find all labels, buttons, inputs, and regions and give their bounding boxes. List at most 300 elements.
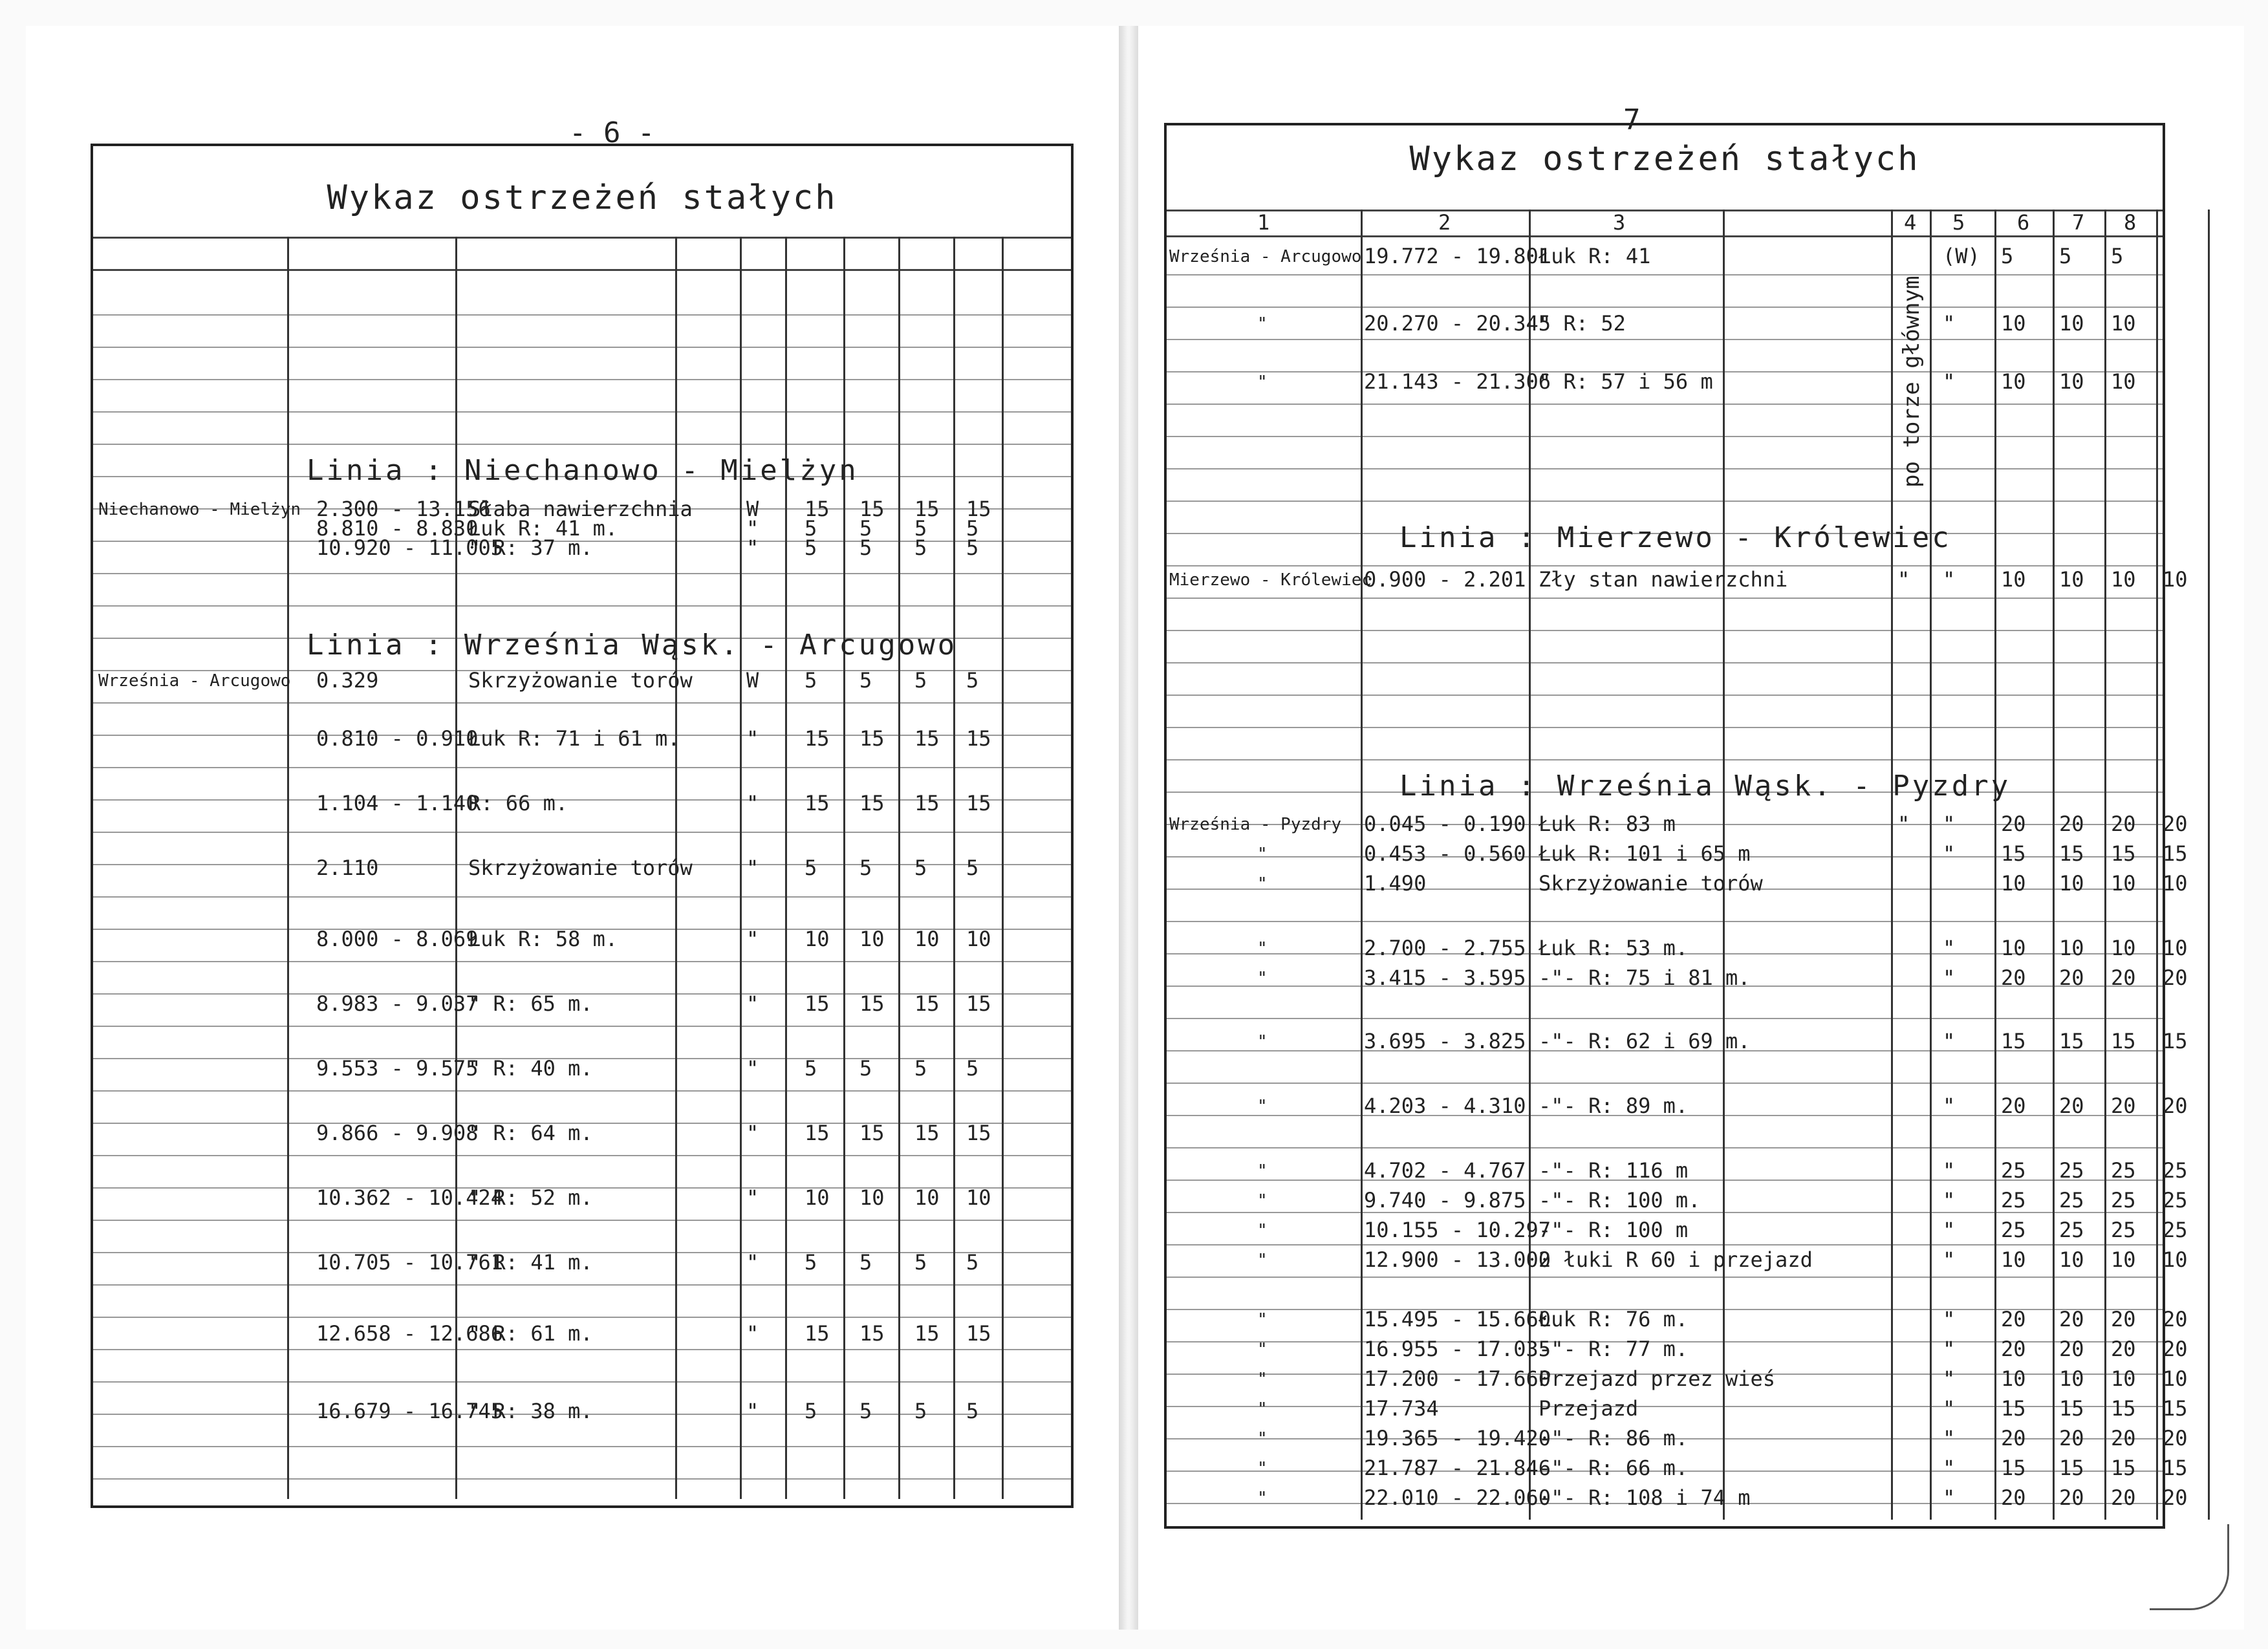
- route-name: Września - Arcugowo: [1169, 247, 1362, 266]
- ruled-line: [1167, 1018, 2163, 1019]
- route-name: ": [1257, 1251, 1268, 1270]
- kilometre-range: 12.900 - 13.000: [1364, 1247, 1551, 1272]
- track-code: (W): [1943, 244, 1980, 268]
- ruled-line: [1167, 598, 2163, 599]
- column-header-4: 4: [1904, 210, 1917, 235]
- ruled-line: [93, 1478, 1071, 1480]
- speed-limit-cell: 25: [2111, 1188, 2136, 1212]
- kilometre-range: 2.300 - 13.156: [316, 497, 491, 521]
- ruled-line: [1167, 1277, 2163, 1278]
- track-code: ": [1943, 841, 1956, 866]
- header-rule: [93, 269, 1071, 271]
- speed-limit-cell: 5: [966, 516, 979, 541]
- speed-limit-cell: 15: [859, 1121, 885, 1145]
- track-code: ": [1943, 1247, 1956, 1272]
- speed-limit-cell: 5: [2059, 244, 2072, 268]
- warning-description: 2 łuki R 60 i przejazd: [1539, 1247, 1813, 1272]
- speed-limit-cell: 20: [2059, 1094, 2084, 1118]
- column-divider: [455, 237, 457, 1499]
- speed-limit-cell: 10: [2059, 311, 2084, 336]
- speed-limit-cell: 5: [914, 516, 927, 541]
- speed-limit-cell: 10: [2001, 1247, 2026, 1272]
- ruled-line: [93, 411, 1071, 413]
- speed-limit-cell: 10: [2111, 1247, 2136, 1272]
- warning-description: Łuk R: 41 m.: [468, 516, 618, 541]
- column-header-8: 8: [2124, 210, 2137, 235]
- header-rule: [1167, 210, 2163, 211]
- track-code: ": [1943, 1094, 1956, 1118]
- speed-limit-cell: 5: [966, 1056, 979, 1081]
- speed-limit-cell: 10: [2111, 871, 2136, 896]
- ruled-line: [1167, 307, 2163, 308]
- speed-limit-cell: 25: [2163, 1188, 2188, 1212]
- track-code: ": [746, 1056, 759, 1081]
- speed-limit-cell: 20: [2163, 812, 2188, 836]
- speed-limit-cell: 15: [2059, 1029, 2084, 1053]
- column-divider: [1930, 210, 1932, 1520]
- ruled-line: [93, 605, 1071, 607]
- ruled-line: [93, 444, 1071, 445]
- speed-limit-cell: 5: [966, 856, 979, 880]
- route-name: ": [1257, 1489, 1268, 1508]
- kilometre-range: 8.983 - 9.037: [316, 991, 479, 1016]
- warning-description: -"- R: 108 i 74 m: [1539, 1485, 1751, 1510]
- kilometre-range: 10.705 - 10.761: [316, 1250, 503, 1275]
- speed-limit-cell: 20: [2111, 965, 2136, 990]
- kilometre-range: 4.203 - 4.310: [1364, 1094, 1526, 1118]
- ruled-line: [93, 347, 1071, 348]
- ruled-line: [93, 832, 1071, 833]
- kilometre-range: 3.415 - 3.595: [1364, 965, 1526, 990]
- speed-limit-cell: 20: [2111, 1307, 2136, 1331]
- speed-limit-cell: 10: [2001, 1366, 2026, 1391]
- track-code: ": [746, 1185, 759, 1210]
- kilometre-range: 10.920 - 11.005: [316, 535, 503, 560]
- left-table: [91, 144, 1074, 1508]
- route-name: ": [1257, 939, 1268, 958]
- column-divider: [1994, 210, 1996, 1520]
- warning-description: " R: 40 m.: [468, 1056, 593, 1081]
- speed-limit-cell: 15: [2001, 1029, 2026, 1053]
- kilometre-range: 16.955 - 17.035: [1364, 1337, 1551, 1361]
- track-code: ": [1943, 965, 1956, 990]
- speed-limit-cell: 20: [2111, 812, 2136, 836]
- warning-description: -"- R: 100 m.: [1539, 1188, 1701, 1212]
- route-name: ": [1257, 1221, 1268, 1240]
- left-page-title: Wykaz ostrzeżeń stałych: [327, 178, 837, 217]
- warning-description: Łuk R: 71 i 61 m.: [468, 726, 680, 751]
- kilometre-range: 16.679 - 16.745: [316, 1399, 503, 1423]
- speed-limit-cell: 20: [2059, 1307, 2084, 1331]
- kilometre-range: 10.362 - 10.424: [316, 1185, 503, 1210]
- header-rule: [93, 237, 1071, 239]
- route-name: Niechanowo - Mielżyn: [98, 500, 301, 519]
- speed-limit-cell: 25: [2059, 1188, 2084, 1212]
- track-code: ": [746, 1250, 759, 1275]
- warning-description: " R: 52 m.: [468, 1185, 593, 1210]
- ruled-line: [1167, 565, 2163, 566]
- speed-limit-cell: 10: [2163, 1366, 2188, 1391]
- kilometre-range: 2.700 - 2.755: [1364, 936, 1526, 960]
- ruled-line: [1167, 921, 2163, 922]
- speed-limit-cell: 5: [966, 1399, 979, 1423]
- warning-description: -"- R: 62 i 69 m.: [1539, 1029, 1751, 1053]
- speed-limit-cell: 25: [2001, 1218, 2026, 1242]
- warning-description: R: 66 m.: [468, 791, 568, 815]
- speed-limit-cell: 20: [2001, 965, 2026, 990]
- speed-limit-cell: 5: [805, 516, 817, 541]
- speed-limit-cell: 15: [805, 497, 830, 521]
- speed-limit-cell: 5: [966, 535, 979, 560]
- speed-limit-cell: 10: [2001, 369, 2026, 394]
- speed-limit-cell: 15: [859, 497, 885, 521]
- line-title: Linia : Niechanowo - Mielżyn: [307, 454, 859, 487]
- track-code: ": [746, 535, 759, 560]
- line-title: Linia : Września Wąsk. - Pyzdry: [1399, 770, 2011, 803]
- ruled-line: [1167, 404, 2163, 405]
- speed-limit-cell: 15: [805, 991, 830, 1016]
- ruled-line: [93, 767, 1071, 768]
- track-code: ": [746, 856, 759, 880]
- speed-limit-cell: 25: [2059, 1158, 2084, 1183]
- ruled-line: [1167, 662, 2163, 663]
- ruled-line: [1167, 630, 2163, 631]
- speed-limit-cell: 15: [2111, 1396, 2136, 1421]
- track-code: ": [746, 1121, 759, 1145]
- speed-limit-cell: 10: [2111, 1366, 2136, 1391]
- track-code: ": [1943, 1307, 1956, 1331]
- speed-limit-cell: 20: [2111, 1094, 2136, 1118]
- speed-limit-cell: 15: [2111, 1456, 2136, 1480]
- speed-limit-cell: 15: [914, 497, 940, 521]
- track-code: ": [746, 516, 759, 541]
- speed-limit-cell: 5: [914, 1056, 927, 1081]
- right-table: [1164, 123, 2188, 1529]
- speed-limit-cell: 15: [2001, 1396, 2026, 1421]
- speed-limit-cell: 10: [2059, 1366, 2084, 1391]
- kilometre-range: 17.734: [1364, 1396, 1439, 1421]
- speed-limit-cell: 15: [914, 1321, 940, 1346]
- speed-limit-cell: 15: [2059, 1456, 2084, 1480]
- ruled-line: [1167, 1083, 2163, 1084]
- track-code: ": [746, 1321, 759, 1346]
- speed-limit-cell: 5: [914, 668, 927, 693]
- speed-limit-cell: 15: [805, 726, 830, 751]
- speed-limit-cell: 10: [2111, 567, 2136, 592]
- speed-limit-cell: 10: [805, 1185, 830, 1210]
- speed-limit-cell: 10: [2163, 1247, 2188, 1272]
- kilometre-range: 9.866 - 9.908: [316, 1121, 479, 1145]
- warning-description: Łuk R: 41: [1539, 244, 1651, 268]
- speed-limit-cell: 20: [2001, 1337, 2026, 1361]
- warning-description: -"- R: 89 m.: [1539, 1094, 1689, 1118]
- track-code: ": [1943, 936, 1956, 960]
- speed-limit-cell: 15: [805, 1321, 830, 1346]
- route-name: Września - Arcugowo: [98, 671, 291, 691]
- speed-limit-cell: 5: [859, 1056, 872, 1081]
- column-header-7: 7: [2072, 210, 2085, 235]
- route-name: Mierzewo - Królewiec: [1169, 570, 1372, 590]
- ruled-line: [1167, 1244, 2163, 1245]
- ruled-line: [93, 1446, 1071, 1447]
- speed-limit-cell: 20: [2059, 965, 2084, 990]
- track-code: ": [1943, 1029, 1956, 1053]
- right-page-number: 7: [1623, 103, 1641, 136]
- column-divider: [2208, 210, 2210, 1520]
- kilometre-range: 0.329: [316, 668, 379, 693]
- speed-limit-cell: 10: [2001, 936, 2026, 960]
- speed-limit-cell: 5: [2001, 244, 2014, 268]
- speed-limit-cell: 15: [2059, 1396, 2084, 1421]
- speed-limit-cell: 20: [2001, 1094, 2026, 1118]
- kilometre-range: 15.495 - 15.660: [1364, 1307, 1551, 1331]
- ruled-line: [1167, 468, 2163, 469]
- speed-limit-cell: 10: [914, 1185, 940, 1210]
- warning-description: -"- R: 100 m: [1539, 1218, 1689, 1242]
- track-code: W: [746, 497, 759, 521]
- warning-description: " R: 61 m.: [468, 1321, 593, 1346]
- speed-limit-cell: 25: [2059, 1218, 2084, 1242]
- speed-limit-cell: 5: [859, 856, 872, 880]
- speed-limit-cell: 10: [2001, 567, 2026, 592]
- ruled-line: [93, 1284, 1071, 1286]
- speed-limit-cell: 5: [966, 668, 979, 693]
- header-rule: [1167, 235, 2163, 237]
- speed-limit-cell: 15: [805, 791, 830, 815]
- ruled-line: [93, 379, 1071, 380]
- column-divider: [287, 237, 289, 1499]
- column-divider: [785, 237, 787, 1499]
- speed-limit-cell: 10: [2001, 311, 2026, 336]
- speed-limit-cell: 15: [859, 726, 885, 751]
- column-divider: [2104, 210, 2106, 1520]
- speed-limit-cell: 25: [2111, 1218, 2136, 1242]
- speed-limit-cell: 5: [2111, 244, 2124, 268]
- speed-limit-cell: 5: [914, 1250, 927, 1275]
- track-code: ": [1943, 369, 1956, 394]
- speed-limit-cell: 10: [2059, 936, 2084, 960]
- speed-limit-cell: 15: [2001, 841, 2026, 866]
- speed-limit-cell: 5: [859, 1250, 872, 1275]
- warning-description: Łuk R: 83 m: [1539, 812, 1676, 836]
- kilometre-range: 8.810 - 8.830: [316, 516, 479, 541]
- speed-limit-cell: 5: [914, 856, 927, 880]
- speed-limit-cell: 25: [2111, 1158, 2136, 1183]
- route-name: ": [1257, 1340, 1268, 1359]
- speed-limit-cell: 20: [2001, 1426, 2026, 1450]
- kilometre-range: 21.143 - 21.306: [1364, 369, 1551, 394]
- ruled-line: [93, 961, 1071, 962]
- warning-description: " R: 38 m.: [468, 1399, 593, 1423]
- route-name: ": [1257, 1097, 1268, 1116]
- warning-description: " R: 52: [1539, 311, 1626, 336]
- speed-limit-cell: 15: [2163, 1396, 2188, 1421]
- ruled-line: [93, 573, 1071, 574]
- ruled-line: [93, 896, 1071, 898]
- speed-limit-cell: 15: [914, 1121, 940, 1145]
- warning-description: Łuk R: 101 i 65 m: [1539, 841, 1751, 866]
- speed-limit-cell: 15: [2111, 1029, 2136, 1053]
- speed-limit-cell: 5: [859, 1399, 872, 1423]
- column-divider: [2053, 210, 2055, 1520]
- track-code: ": [746, 1399, 759, 1423]
- warning-description: " R: 64 m.: [468, 1121, 593, 1145]
- warning-description: -"- R: 77 m.: [1539, 1337, 1689, 1361]
- ruled-line: [93, 1155, 1071, 1156]
- column-header-2: 2: [1438, 210, 1451, 235]
- kilometre-range: 12.658 - 12.686: [316, 1321, 503, 1346]
- speed-limit-cell: 10: [859, 1185, 885, 1210]
- speed-limit-cell: 10: [966, 1185, 991, 1210]
- speed-limit-cell: 10: [914, 927, 940, 951]
- speed-limit-cell: 20: [2111, 1337, 2136, 1361]
- route-name: ": [1257, 1191, 1268, 1211]
- column-header-6: 6: [2017, 210, 2030, 235]
- speed-limit-cell: 15: [914, 991, 940, 1016]
- speed-limit-cell: 10: [805, 927, 830, 951]
- left-page-number: - 6 -: [569, 116, 655, 149]
- speed-limit-cell: 15: [914, 726, 940, 751]
- speed-limit-cell: 15: [914, 791, 940, 815]
- kilometre-range: 19.365 - 19.420: [1364, 1426, 1551, 1450]
- column-divider: [2156, 210, 2158, 1520]
- speed-limit-cell: 15: [2163, 1029, 2188, 1053]
- route-name: ": [1257, 1399, 1268, 1419]
- speed-limit-cell: 10: [2001, 871, 2026, 896]
- track-code: ": [1943, 1396, 1956, 1421]
- speed-limit-cell: 20: [2059, 1426, 2084, 1450]
- track-code: ": [1943, 567, 1956, 592]
- page-curl: [2150, 1524, 2229, 1610]
- warning-description: -"- R: 86 m.: [1539, 1426, 1689, 1450]
- warning-description: " R: 37 m.: [468, 535, 593, 560]
- speed-limit-cell: 5: [859, 535, 872, 560]
- speed-limit-cell: 5: [805, 856, 817, 880]
- kilometre-range: 8.000 - 8.069: [316, 927, 479, 951]
- speed-limit-cell: 15: [2001, 1456, 2026, 1480]
- column-divider: [740, 237, 742, 1499]
- column-header-1: 1: [1257, 210, 1270, 235]
- ruled-line: [93, 314, 1071, 316]
- kilometre-range: 19.772 - 19.801: [1364, 244, 1551, 268]
- track-code: ": [746, 991, 759, 1016]
- speed-limit-cell: 15: [2163, 841, 2188, 866]
- warning-description: " R: 57 i 56 m: [1539, 369, 1713, 394]
- route-name: Września - Pyzdry: [1169, 815, 1342, 834]
- speed-limit-cell: 15: [966, 991, 991, 1016]
- speed-limit-cell: 5: [859, 668, 872, 693]
- column-header-3: 3: [1613, 210, 1626, 235]
- column-divider: [1891, 210, 1893, 1520]
- warning-description: " R: 65 m.: [468, 991, 593, 1016]
- track-code: ": [1943, 1218, 1956, 1242]
- speed-limit-cell: 20: [2001, 1485, 2026, 1510]
- column-divider: [843, 237, 845, 1499]
- kilometre-range: 2.110: [316, 856, 379, 880]
- ruled-line: [93, 1317, 1071, 1318]
- kilometre-range: 0.810 - 0.910: [316, 726, 479, 751]
- track-code: ": [1943, 1485, 1956, 1510]
- kilometre-range: 0.900 - 2.201: [1364, 567, 1526, 592]
- warning-description: Słaba nawierzchnia: [468, 497, 693, 521]
- column-divider: [898, 237, 900, 1499]
- speed-limit-cell: 15: [859, 1321, 885, 1346]
- speed-limit-cell: 20: [2001, 812, 2026, 836]
- ruled-line: [93, 1090, 1071, 1092]
- ruled-line: [93, 1220, 1071, 1221]
- line-title: Linia : Września Wąsk. - Arcugowo: [307, 629, 958, 662]
- ruled-line: [1167, 436, 2163, 437]
- speed-limit-cell: 15: [2111, 841, 2136, 866]
- ruled-line: [1167, 501, 2163, 502]
- warning-description: Zły stan nawierzchni: [1539, 567, 1788, 592]
- ruled-line: [1167, 339, 2163, 340]
- ruled-line: [1167, 759, 2163, 760]
- track-code: ": [1943, 311, 1956, 336]
- track-code: W: [746, 668, 759, 693]
- track-code: ": [1943, 1188, 1956, 1212]
- book-gutter: [1119, 26, 1138, 1630]
- kilometre-range: 0.045 - 0.190: [1364, 812, 1526, 836]
- ruled-line: [1167, 1147, 2163, 1148]
- track-code: ": [1943, 1337, 1956, 1361]
- warning-description: -"- R: 66 m.: [1539, 1456, 1689, 1480]
- kilometre-range: 22.010 - 22.060: [1364, 1485, 1551, 1510]
- kilometre-range: 9.553 - 9.575: [316, 1056, 479, 1081]
- track-code: ": [1943, 1426, 1956, 1450]
- speed-limit-cell: 10: [2111, 936, 2136, 960]
- speed-limit-cell: 15: [859, 791, 885, 815]
- speed-limit-cell: 20: [2059, 1337, 2084, 1361]
- route-name: ": [1257, 1032, 1268, 1051]
- route-name: ": [1257, 1161, 1268, 1181]
- vertical-note: po torze głównym: [1899, 275, 1925, 488]
- column-divider: [1361, 210, 1363, 1520]
- track-code: ": [746, 791, 759, 815]
- kilometre-range: 10.155 - 10.297: [1364, 1218, 1551, 1242]
- route-name: ": [1257, 969, 1268, 988]
- route-name: ": [1257, 314, 1268, 334]
- speed-limit-cell: 10: [859, 927, 885, 951]
- speed-limit-cell: 25: [2163, 1218, 2188, 1242]
- speed-limit-cell: 5: [805, 1399, 817, 1423]
- speed-limit-cell: 25: [2001, 1188, 2026, 1212]
- speed-limit-cell: 20: [2163, 1426, 2188, 1450]
- route-name: ": [1257, 1310, 1268, 1330]
- speed-limit-cell: 20: [2111, 1426, 2136, 1450]
- track-code: ": [1943, 812, 1956, 836]
- speed-limit-cell: 15: [966, 497, 991, 521]
- warning-description: Skrzyżowanie torów: [1539, 871, 1763, 896]
- column-header-5: 5: [1952, 210, 1965, 235]
- speed-limit-cell: 20: [2163, 965, 2188, 990]
- warning-description: Przejazd: [1539, 1396, 1639, 1421]
- column-divider: [953, 237, 955, 1499]
- track-code: ": [1897, 812, 1910, 836]
- speed-limit-cell: 5: [805, 668, 817, 693]
- speed-limit-cell: 10: [2111, 369, 2136, 394]
- speed-limit-cell: 25: [2163, 1158, 2188, 1183]
- kilometre-range: 0.453 - 0.560: [1364, 841, 1526, 866]
- track-code: ": [1943, 1456, 1956, 1480]
- warning-description: -"- R: 116 m: [1539, 1158, 1689, 1183]
- speed-limit-cell: 5: [914, 1399, 927, 1423]
- route-name: ": [1257, 1370, 1268, 1389]
- speed-limit-cell: 10: [2111, 311, 2136, 336]
- speed-limit-cell: 20: [2163, 1485, 2188, 1510]
- kilometre-range: 1.490: [1364, 871, 1427, 896]
- speed-limit-cell: 10: [2163, 936, 2188, 960]
